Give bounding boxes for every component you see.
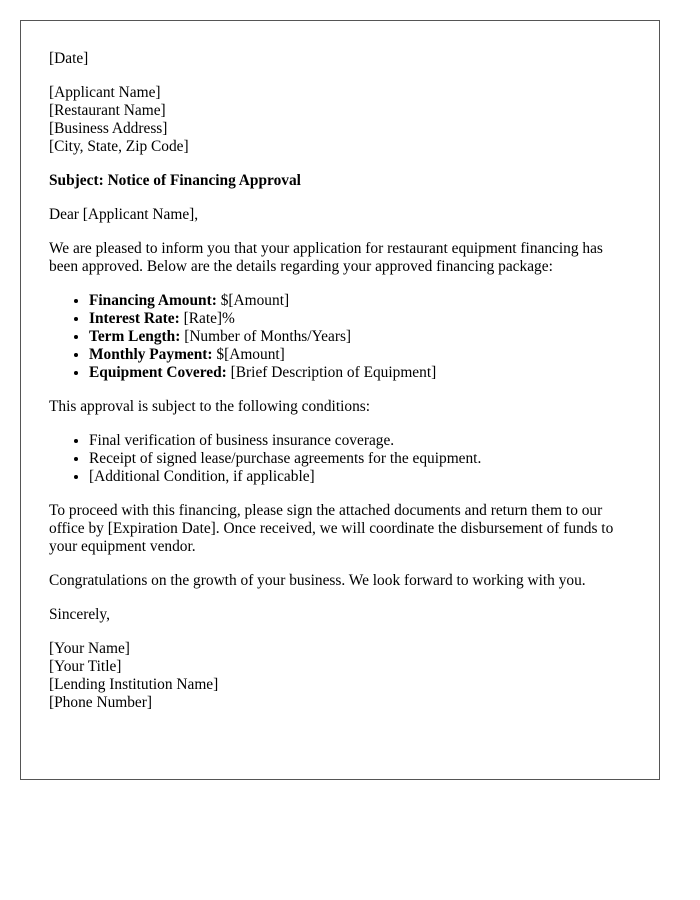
detail-value: $[Amount] <box>216 292 290 309</box>
financing-details-list <box>49 292 631 382</box>
letter-document <box>20 20 660 780</box>
condition-item: • [Additional Condition, if applicable] <box>89 468 631 486</box>
detail-item-monthly-payment <box>89 346 631 364</box>
detail-label: Equipment Covered: <box>89 364 227 381</box>
signer-name: [Your Name] <box>49 640 130 657</box>
intro-paragraph: We are pleased to inform you that your application for restaurant equipment financing has been approved. Below are the details regarding your approved financing package: <box>49 240 603 275</box>
detail-label: Interest Rate: <box>89 310 180 327</box>
detail-item-interest-rate <box>89 310 631 328</box>
detail-item-equipment-covered <box>89 364 631 382</box>
salutation: Dear [Applicant Name], <box>49 206 199 223</box>
lending-institution-name: [Lending Institution Name] <box>49 676 219 693</box>
condition-item: • Receipt of signed lease/purchase agreements for the equipment. <box>89 450 631 468</box>
phone-number: [Phone Number] <box>49 694 153 711</box>
detail-label: Monthly Payment: <box>89 346 213 363</box>
signature-block <box>49 640 631 712</box>
signer-title: [Your Title] <box>49 658 122 675</box>
applicant-name: [Applicant Name] <box>49 84 161 101</box>
condition-item: • Final verification of business insurance coverage. <box>89 432 631 450</box>
closing: Sincerely, <box>49 606 110 623</box>
detail-label: Financing Amount: <box>89 292 217 309</box>
restaurant-name: [Restaurant Name] <box>49 102 166 119</box>
detail-value: [Brief Description of Equipment] <box>226 364 437 381</box>
business-address: [Business Address] <box>49 120 168 137</box>
detail-value: [Number of Months/Years] <box>180 328 352 345</box>
proceed-paragraph: To proceed with this financing, please sign the attached documents and return them to our office by [Expiration Date]. Once received, we will coordinate the disbursement of funds to your equipment vendor. <box>49 502 614 555</box>
city-state-zip: [City, State, Zip Code] <box>49 138 189 155</box>
conditions-intro: This approval is subject to the following conditions: <box>49 398 371 415</box>
conditions-list <box>49 432 631 486</box>
detail-value: $[Amount] <box>212 346 285 363</box>
detail-value: [Rate]% <box>179 310 235 327</box>
subject-line: Subject: Notice of Financing Approval <box>49 172 301 189</box>
letter-date: [Date] <box>49 50 89 67</box>
detail-item-financing-amount <box>89 292 631 310</box>
congratulations-paragraph: Congratulations on the growth of your business. We look forward to working with you. <box>49 572 586 589</box>
detail-item-term-length <box>89 328 631 346</box>
recipient-address-block <box>49 84 631 156</box>
detail-label: Term Length: <box>89 328 181 345</box>
